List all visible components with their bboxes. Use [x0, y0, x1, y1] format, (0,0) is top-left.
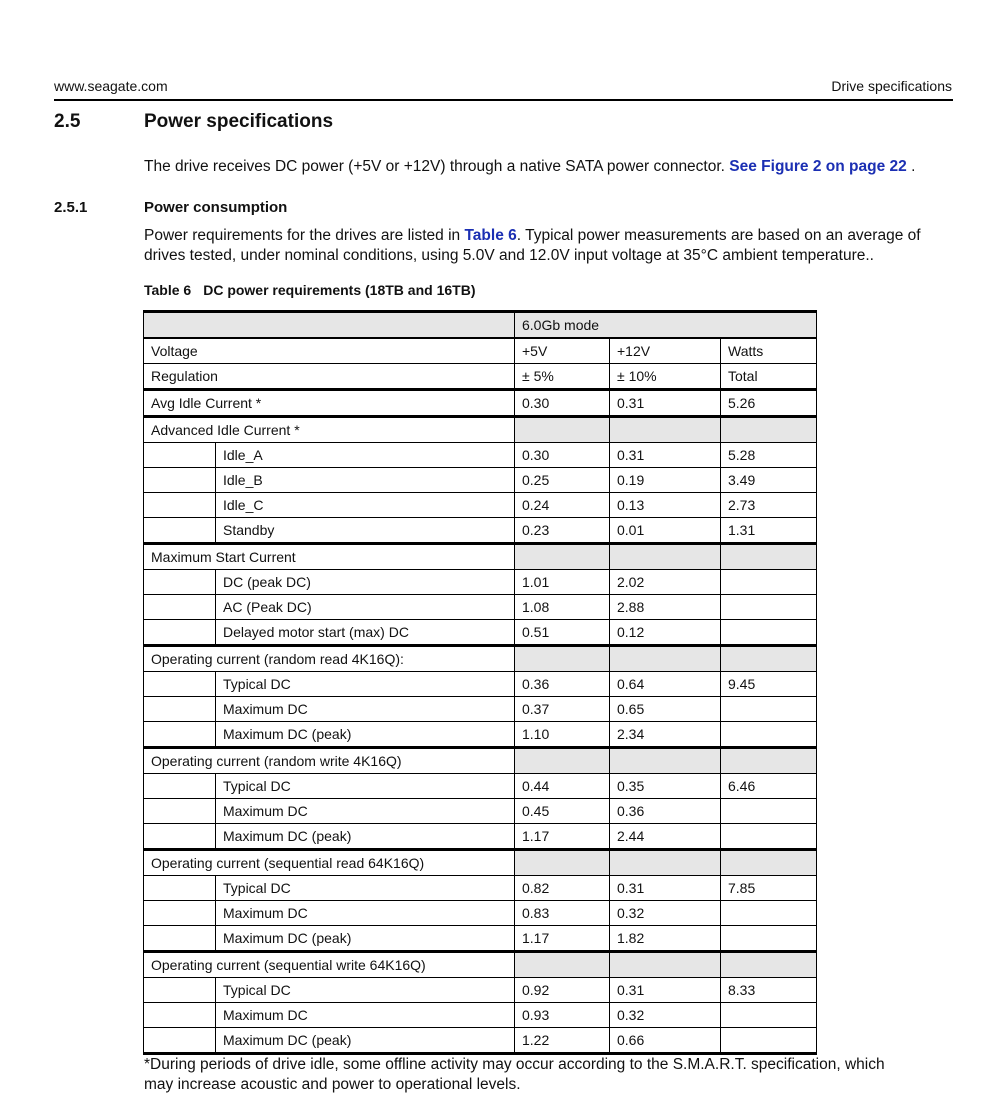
sub-label-cell: Maximum DC (peak) [216, 926, 515, 952]
para-before: Power requirements for the drives are listed in [144, 227, 461, 244]
subsection-title: Power consumption [144, 199, 288, 216]
table-row [144, 876, 817, 901]
plus5v-cell: 1.08 [515, 595, 610, 620]
table-caption [144, 282, 487, 298]
plus5v-cell: 0.23 [515, 518, 610, 544]
watts-cell: 2.73 [721, 493, 817, 518]
plus5v-cell: 1.01 [515, 570, 610, 595]
table-row [144, 799, 817, 824]
header-rule [54, 99, 953, 101]
plus5v-cell [515, 544, 610, 570]
table-row [144, 544, 817, 570]
plus12v-cell: 0.31 [610, 443, 721, 468]
plus12v-cell [610, 850, 721, 876]
indent-cell [144, 926, 216, 952]
table-row [144, 697, 817, 722]
watts-cell [721, 620, 817, 646]
table-row [144, 443, 817, 468]
watts-cell [721, 570, 817, 595]
table-row [144, 901, 817, 926]
table-row [144, 620, 817, 646]
indent-cell [144, 697, 216, 722]
plus12v-cell [610, 748, 721, 774]
sub-label-cell: Maximum DC [216, 697, 515, 722]
plus5v-cell: 0.45 [515, 799, 610, 824]
watts-cell [721, 595, 817, 620]
plus12v-cell: 2.34 [610, 722, 721, 748]
group-label-cell: Operating current (random read 4K16Q): [144, 646, 515, 672]
watts-cell [721, 952, 817, 978]
watts-cell [721, 901, 817, 926]
plus5v-cell: 0.83 [515, 901, 610, 926]
header-site-url: www.seagate.com [54, 78, 168, 94]
plus12v-cell [610, 417, 721, 443]
plus12v-cell: 1.82 [610, 926, 721, 952]
watts-cell: 9.45 [721, 672, 817, 697]
plus5v-cell [515, 417, 610, 443]
plus5v-cell: 0.44 [515, 774, 610, 799]
indent-cell [144, 493, 216, 518]
plus12v-cell [610, 544, 721, 570]
header-blank-cell [144, 312, 515, 339]
row-label-cell: Voltage [144, 338, 515, 364]
watts-cell: 8.33 [721, 978, 817, 1003]
row-label-cell: Avg Idle Current * [144, 390, 515, 417]
indent-cell [144, 518, 216, 544]
plus12v-cell: 0.31 [610, 390, 721, 417]
sub-label-cell: Standby [216, 518, 515, 544]
plus5v-cell [515, 850, 610, 876]
plus5v-cell: 1.17 [515, 824, 610, 850]
plus5v-cell: 1.22 [515, 1028, 610, 1054]
intro-end: . [911, 158, 916, 175]
plus5v-cell [515, 646, 610, 672]
sub-label-cell: Idle_C [216, 493, 515, 518]
watts-cell: 6.46 [721, 774, 817, 799]
plus12v-cell: 0.65 [610, 697, 721, 722]
table-row [144, 338, 817, 364]
para-after: . Typical power measurements are based on an average of drives tested, under nominal conditions, using 5.0V and 12.0V input voltage at 35°C ambient temperature.. [144, 227, 921, 264]
indent-cell [144, 824, 216, 850]
watts-cell [721, 697, 817, 722]
watts-cell: 3.49 [721, 468, 817, 493]
indent-cell [144, 443, 216, 468]
table-row [144, 824, 817, 850]
indent-cell [144, 876, 216, 901]
plus12v-cell: 0.66 [610, 1028, 721, 1054]
sub-label-cell: Maximum DC (peak) [216, 1028, 515, 1054]
watts-cell [721, 799, 817, 824]
plus12v-cell: 0.36 [610, 799, 721, 824]
table-caption-number: Table 6 [144, 282, 192, 298]
indent-cell [144, 595, 216, 620]
table-row [144, 518, 817, 544]
footnote: *During periods of drive idle, some offline activity may occur according to the S.M.A.R.T. specification, which may increase acoustic and power to operational levels. [144, 1056, 885, 1093]
sub-label-cell: Typical DC [216, 876, 515, 901]
sub-label-cell: Maximum DC [216, 799, 515, 824]
plus12v-cell: 2.88 [610, 595, 721, 620]
sub-label-cell: Maximum DC [216, 901, 515, 926]
group-label-cell: Operating current (sequential write 64K16Q) [144, 952, 515, 978]
watts-cell [721, 1003, 817, 1028]
plus5v-cell: +5V [515, 338, 610, 364]
plus5v-cell: 0.51 [515, 620, 610, 646]
table-row [144, 1003, 817, 1028]
watts-cell [721, 850, 817, 876]
plus12v-cell: ± 10% [610, 364, 721, 390]
section-title: Power specifications [144, 111, 334, 132]
table-row [144, 493, 817, 518]
watts-cell [721, 824, 817, 850]
plus12v-cell: 0.19 [610, 468, 721, 493]
plus12v-cell [610, 952, 721, 978]
table-header-row [144, 312, 817, 339]
sub-label-cell: Typical DC [216, 672, 515, 697]
table-row [144, 952, 817, 978]
indent-cell [144, 672, 216, 697]
watts-cell [721, 1028, 817, 1054]
table-row [144, 926, 817, 952]
table-row [144, 978, 817, 1003]
group-label-cell: Maximum Start Current [144, 544, 515, 570]
section-number: 2.5 [54, 111, 81, 132]
watts-cell [721, 722, 817, 748]
plus5v-cell: ± 5% [515, 364, 610, 390]
watts-cell: 7.85 [721, 876, 817, 901]
plus12v-cell [610, 646, 721, 672]
watts-cell: Watts [721, 338, 817, 364]
sub-label-cell: Delayed motor start (max) DC [216, 620, 515, 646]
plus12v-cell: 0.13 [610, 493, 721, 518]
plus12v-cell: +12V [610, 338, 721, 364]
sub-label-cell: Maximum DC [216, 1003, 515, 1028]
sub-label-cell: Maximum DC (peak) [216, 824, 515, 850]
table-row [144, 748, 817, 774]
table-row [144, 595, 817, 620]
sub-label-cell: Typical DC [216, 978, 515, 1003]
plus5v-cell: 0.82 [515, 876, 610, 901]
plus5v-cell [515, 952, 610, 978]
plus12v-cell: 0.31 [610, 876, 721, 901]
watts-cell [721, 417, 817, 443]
watts-cell: 5.28 [721, 443, 817, 468]
plus5v-cell: 0.93 [515, 1003, 610, 1028]
table-row [144, 646, 817, 672]
watts-cell [721, 926, 817, 952]
plus5v-cell: 0.24 [515, 493, 610, 518]
indent-cell [144, 1028, 216, 1054]
sub-label-cell: Maximum DC (peak) [216, 722, 515, 748]
plus12v-cell: 0.35 [610, 774, 721, 799]
indent-cell [144, 1003, 216, 1028]
indent-cell [144, 978, 216, 1003]
sub-label-cell: Typical DC [216, 774, 515, 799]
plus5v-cell: 0.30 [515, 390, 610, 417]
indent-cell [144, 468, 216, 493]
plus5v-cell: 0.37 [515, 697, 610, 722]
sub-label-cell: AC (Peak DC) [216, 595, 515, 620]
watts-cell: Total [721, 364, 817, 390]
plus5v-cell: 0.92 [515, 978, 610, 1003]
group-label-cell: Advanced Idle Current * [144, 417, 515, 443]
indent-cell [144, 570, 216, 595]
power-paragraph [144, 226, 934, 266]
table-row [144, 390, 817, 417]
indent-cell [144, 774, 216, 799]
table-link[interactable]: Table 6 [464, 227, 517, 244]
dc-power-table [143, 310, 817, 1055]
table-row [144, 774, 817, 799]
mode-header-cell: 6.0Gb mode [515, 312, 817, 339]
table-row [144, 850, 817, 876]
watts-cell [721, 544, 817, 570]
watts-cell: 1.31 [721, 518, 817, 544]
plus12v-cell: 0.31 [610, 978, 721, 1003]
subsection-number: 2.5.1 [54, 199, 88, 216]
sub-label-cell: Idle_A [216, 443, 515, 468]
plus12v-cell: 2.02 [610, 570, 721, 595]
watts-cell: 5.26 [721, 390, 817, 417]
indent-cell [144, 799, 216, 824]
table-row [144, 468, 817, 493]
plus5v-cell: 1.17 [515, 926, 610, 952]
table-row [144, 672, 817, 697]
indent-cell [144, 620, 216, 646]
intro-text: The drive receives DC power (+5V or +12V) through a native SATA power connector. [144, 158, 725, 175]
sub-label-cell: Idle_B [216, 468, 515, 493]
figure-link[interactable]: See Figure 2 on page 22 [729, 158, 907, 175]
table-row [144, 364, 817, 390]
plus5v-cell: 0.30 [515, 443, 610, 468]
plus12v-cell: 0.32 [610, 1003, 721, 1028]
plus12v-cell: 0.01 [610, 518, 721, 544]
table-row [144, 722, 817, 748]
intro-paragraph [144, 158, 915, 176]
plus5v-cell: 0.36 [515, 672, 610, 697]
plus12v-cell: 2.44 [610, 824, 721, 850]
header-section-name: Drive specifications [831, 78, 952, 94]
group-label-cell: Operating current (random write 4K16Q) [144, 748, 515, 774]
plus5v-cell: 1.10 [515, 722, 610, 748]
table-row [144, 570, 817, 595]
plus5v-cell: 0.25 [515, 468, 610, 493]
indent-cell [144, 722, 216, 748]
row-label-cell: Regulation [144, 364, 515, 390]
plus12v-cell: 0.12 [610, 620, 721, 646]
plus5v-cell [515, 748, 610, 774]
plus12v-cell: 0.32 [610, 901, 721, 926]
table-row [144, 1028, 817, 1054]
plus12v-cell: 0.64 [610, 672, 721, 697]
watts-cell [721, 646, 817, 672]
sub-label-cell: DC (peak DC) [216, 570, 515, 595]
indent-cell [144, 901, 216, 926]
group-label-cell: Operating current (sequential read 64K16Q) [144, 850, 515, 876]
watts-cell [721, 748, 817, 774]
table-caption-title: DC power requirements (18TB and 16TB) [203, 282, 476, 298]
table-row [144, 417, 817, 443]
